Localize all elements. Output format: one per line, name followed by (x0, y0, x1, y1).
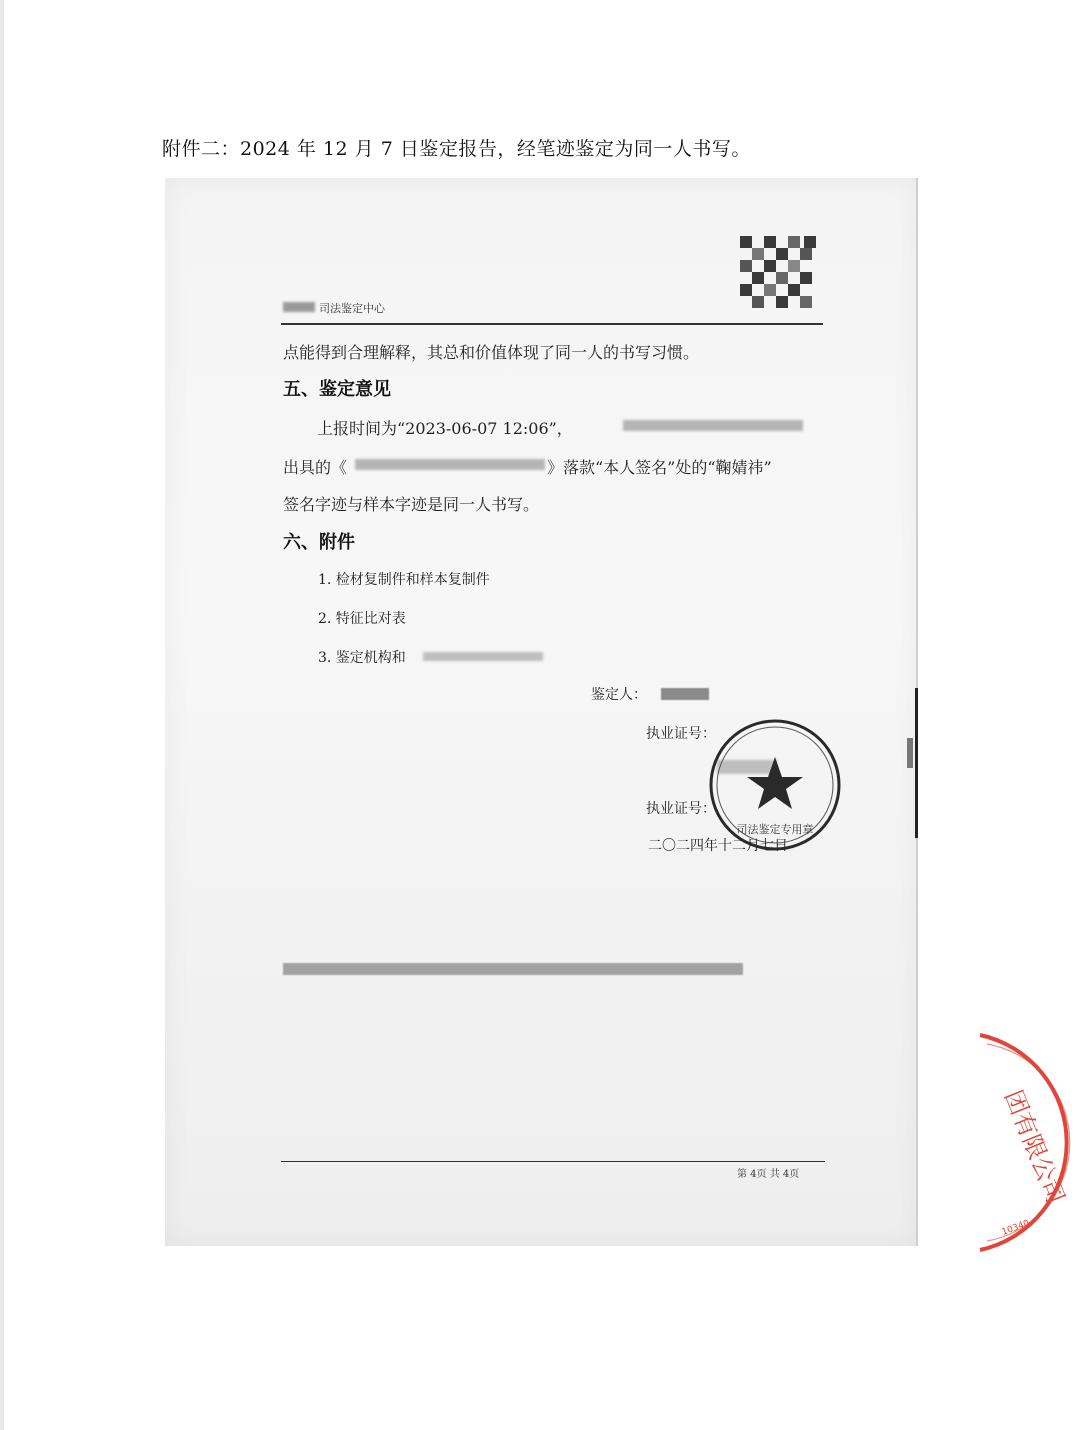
company-seal-code: 10340 (1000, 1218, 1031, 1238)
redacted-org-name (283, 302, 315, 312)
license-label-1: 执业证号： (646, 726, 716, 742)
opinion-line-2-suffix: 》落款“本人签名”处的“鞠婧祎” (547, 458, 772, 477)
section-6-title: 六、附件 (283, 532, 355, 553)
license-label-2: 执业证号： (646, 801, 716, 817)
redacted-line (283, 963, 743, 975)
company-red-seal (965, 1030, 1080, 1260)
header-rule (281, 323, 823, 325)
attachment-caption: 附件二：2024 年 12 月 7 日鉴定报告，经笔迹鉴定为同一人书写。 (162, 138, 751, 160)
official-seal-stamp (705, 715, 845, 855)
report-date: 二〇二四年十二月七日 (648, 838, 788, 854)
redacted-text (355, 459, 545, 470)
opinion-line-1: 上报时间为“2023-06-07 12:06”， (317, 419, 573, 438)
company-seal-text: 团有限公司 (998, 1086, 1070, 1208)
attachment-item-1: 1. 检材复制件和样本复制件 (318, 572, 490, 588)
scanned-report-page (165, 178, 917, 1246)
edge-stamp-fragment (905, 688, 921, 838)
seal-text: 司法鉴定专用章 (736, 823, 814, 836)
attachment-item-2: 2. 特征比对表 (318, 611, 406, 627)
footer-rule (281, 1161, 825, 1162)
redacted-name (661, 688, 709, 700)
qr-code-image (740, 236, 816, 312)
opinion-line-2-prefix: 出具的《 (283, 458, 348, 477)
redacted-text (623, 420, 803, 431)
footer-page-number: 第 4页 共 4页 (737, 1169, 800, 1180)
page-edge (0, 0, 4, 1430)
opinion-line-3: 签名字迹与样本字迹是同一人书写。 (283, 495, 540, 514)
signer-label: 鉴定人： (591, 687, 647, 703)
redacted-text (423, 652, 543, 661)
section-5-title: 五、鉴定意见 (283, 379, 391, 400)
report-line-continued: 点能得到合理解释，其总和价值体现了同一人的书写习惯。 (283, 343, 700, 362)
attachment-item-3: 3. 鉴定机构和 (318, 650, 406, 666)
header-org: 司法鉴定中心 (319, 302, 385, 315)
